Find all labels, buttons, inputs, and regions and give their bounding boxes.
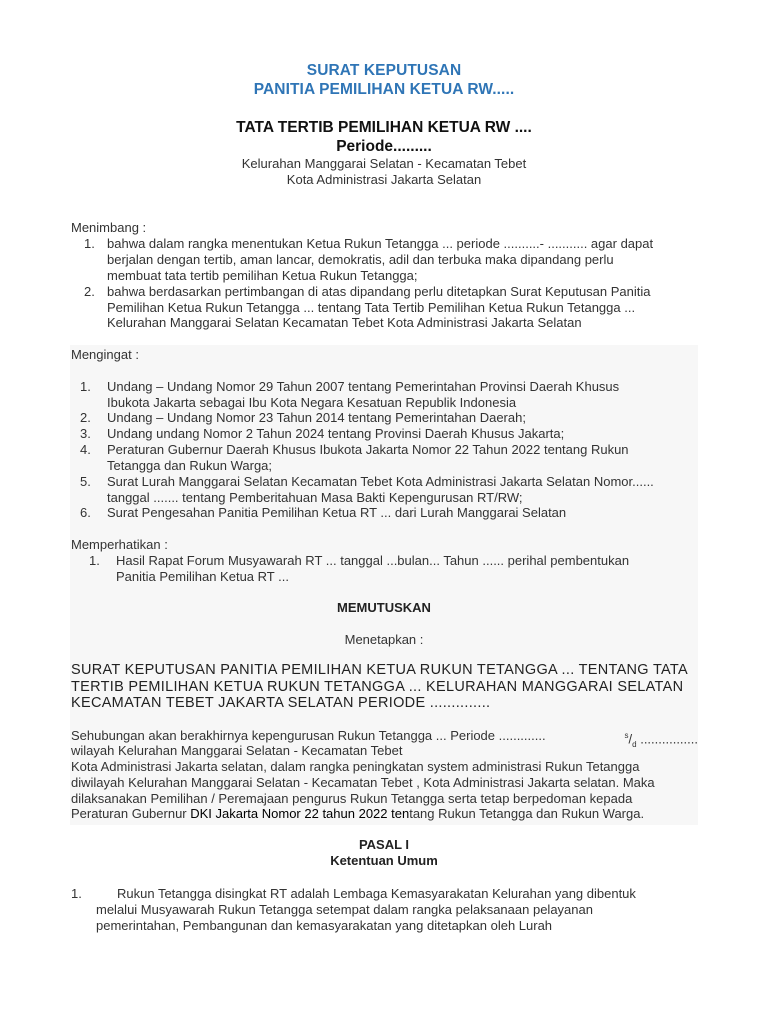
- header-line-2: PANITIA PEMILIHAN KETUA RW.....: [253, 81, 515, 98]
- item-line: melalui Musyawarah Rukun Tetangga setempat dalam rangka pelaksanaan pelayanan: [96, 902, 593, 917]
- item-number: 4.: [80, 442, 91, 457]
- item-line: pemerintahan, Pembangunan dan kemasyarakatan yang ditetapkan oleh Lurah: [96, 918, 553, 933]
- statement-line: TERTIB PEMILIHAN KETUA RUKUN TETANGGA ... KELURAHAN MANGGARAI SELATAN: [71, 679, 684, 695]
- item-line: Surat Lurah Manggarai Selatan Kecamatan Tebet Kota Administrasi Jakarta Selatan Nomor......: [107, 474, 654, 489]
- item-line: tanggal ....... tentang Pemberitahuan Masa Bakti Kepengurusan RT/RW;: [107, 490, 523, 505]
- header-line-1: SURAT KEPUTUSAN: [306, 62, 462, 79]
- paragraph-text: Sehubungan akan berakhirnya kepengurusan Rukun Tetangga ... Periode .............: [71, 728, 546, 743]
- paragraph-line-2: wilayah Kelurahan Manggarai Selatan - Kecamatan Tebet: [71, 743, 403, 758]
- fraction-sup: s: [624, 731, 629, 740]
- item-line: Kelurahan Manggarai Selatan Kecamatan Tebet Kota Administrasi Jakarta Selatan: [107, 315, 582, 330]
- menetapkan-label: Menetapkan :: [344, 632, 424, 647]
- item-line: bahwa berdasarkan pertimbangan di atas dipandang perlu ditetapkan Surat Keputusan Panitia: [107, 284, 651, 299]
- fraction-sd: $^s/_d$ ................: [624, 731, 698, 749]
- item-line: Peraturan Gubernur Daerah Khusus Ibukota Jakarta Nomor 22 Tahun 2022 tentang Rukun: [107, 442, 629, 457]
- memperhatikan-label: Memperhatikan :: [71, 537, 168, 552]
- item-number: 1.: [80, 379, 91, 394]
- regulation-reference: DKI Jakarta Nomor 22 tahun 2022 ten: [190, 806, 410, 821]
- subtitle-kota: Kota Administrasi Jakarta Selatan: [286, 172, 482, 187]
- mengingat-label: Mengingat :: [71, 347, 139, 362]
- item-number: 1.: [84, 236, 95, 251]
- item-number: 6.: [80, 505, 91, 520]
- item-line: Undang – Undang Nomor 23 Tahun 2014 tentang Pemerintahan Daerah;: [107, 410, 526, 425]
- item-number: 1.: [71, 886, 82, 901]
- item-line: Hasil Rapat Forum Musyawarah RT ... tanggal ...bulan... Tahun ...... perihal pembentukan: [116, 553, 630, 568]
- item-line: Pemilihan Ketua Rukun Tetangga ... tentang Tata Tertib Pemilihan Ketua Rukun Tetangga ...: [107, 300, 636, 315]
- item-number: 3.: [80, 426, 91, 441]
- document-title: TATA TERTIB PEMILIHAN KETUA RW ....: [236, 119, 532, 136]
- paragraph-text: Peraturan Gubernur: [71, 806, 191, 821]
- memutuskan-heading: MEMUTUSKAN: [337, 600, 431, 615]
- item-line: Surat Pengesahan Panitia Pemilihan Ketua RT ... dari Lurah Manggarai Selatan: [107, 505, 567, 520]
- paragraph-line-5: dilaksanakan Pemilihan / Peremajaan pengurus Rukun Tetangga serta tetap berpedoman kepada: [71, 791, 633, 806]
- paragraph-line-6: [71, 806, 698, 822]
- menimbang-label: Menimbang :: [71, 220, 147, 235]
- paragraph-line-4: diwilayah Kelurahan Manggarai Selatan - Kecamatan Tebet , Kota Administrasi Jakarta selatan. Maka: [71, 775, 655, 790]
- item-line: bahwa dalam rangka menentukan Ketua Rukun Tetangga ... periode ..........- ........... agar dapat: [107, 236, 654, 251]
- item-number: 1.: [89, 553, 100, 568]
- item-line: Rukun Tetangga disingkat RT adalah Lembaga Kemasyarakatan Kelurahan yang dibentuk: [117, 886, 636, 901]
- pasal-title: PASAL I: [358, 837, 410, 852]
- item-line: Tetangga dan Rukun Warga;: [107, 458, 273, 473]
- item-number: 2.: [80, 410, 91, 425]
- item-line: Undang undang Nomor 2 Tahun 2024 tentang Provinsi Daerah Khusus Jakarta;: [107, 426, 565, 441]
- statement-line: SURAT KEPUTUSAN PANITIA PEMILIHAN KETUA RUKUN TETANGGA ... TENTANG TATA: [71, 662, 688, 678]
- subtitle-kelurahan: Kelurahan Manggarai Selatan - Kecamatan Tebet: [241, 156, 527, 171]
- item-line: membuat tata tertib pemilihan Ketua Rukun Tetangga;: [107, 268, 418, 283]
- item-line: Ibukota Jakarta sebagai Ibu Kota Negara Kesatuan Republik Indonesia: [107, 395, 517, 410]
- paragraph-text: ................: [640, 731, 698, 747]
- fraction-sub: d: [632, 739, 637, 749]
- document-period: Periode.........: [336, 138, 432, 155]
- pasal-subtitle: Ketentuan Umum: [330, 853, 438, 868]
- item-number: 5.: [80, 474, 91, 489]
- item-line: Panitia Pemilihan Ketua RT ...: [116, 569, 289, 584]
- item-line: Undang – Undang Nomor 29 Tahun 2007 tentang Pemerintahan Provinsi Daerah Khusus: [107, 379, 620, 394]
- paragraph-text: tang Rukun Tetangga dan Rukun Warga.: [409, 806, 645, 821]
- item-line: berjalan dengan tertib, aman lancar, demokratis, adil dan terbuka maka dipandang perlu: [107, 252, 614, 267]
- statement-line: KECAMATAN TEBET JAKARTA SELATAN PERIODE ..............: [71, 695, 491, 711]
- item-number: 2.: [84, 284, 95, 299]
- paragraph-line-3: Kota Administrasi Jakarta selatan, dalam rangka peningkatan system administrasi Rukun Tetangga: [71, 759, 640, 774]
